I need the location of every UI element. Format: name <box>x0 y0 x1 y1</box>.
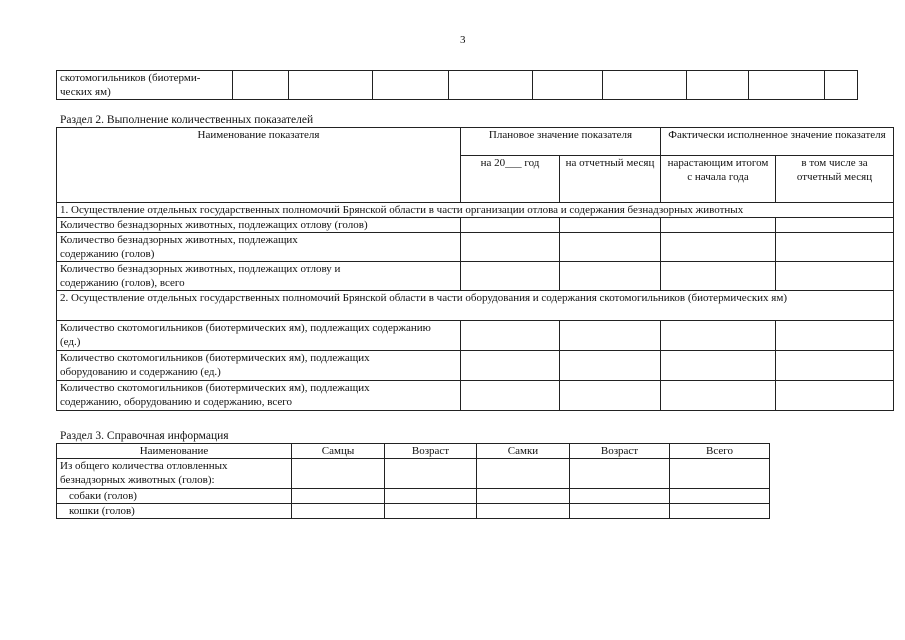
section2-title: Раздел 2. Выполнение количественных показателей <box>60 114 314 126</box>
page-number: 3 <box>460 34 466 46</box>
table-row <box>57 459 770 489</box>
row-label: Количество скотомогильников (биотермических ям), подлежащих содержанию (ед.) <box>57 321 461 351</box>
row-label: Количество безнадзорных животных, подлежащих содержанию (голов) <box>57 233 461 262</box>
table-row <box>57 489 770 504</box>
row-label: Из общего количества отловленных безнадзорных животных (голов): <box>57 459 292 489</box>
row-label: кошки (голов) <box>57 504 292 519</box>
header-fact-month: в том числе за отчетный месяц <box>776 156 894 203</box>
header-fact: Фактически исполненное значение показателя <box>661 128 894 156</box>
section3-title: Раздел 3. Справочная информация <box>60 430 229 442</box>
table-row <box>57 262 894 291</box>
header-plan: Плановое значение показателя <box>461 128 661 156</box>
header-age-males: Возраст <box>385 444 477 459</box>
carryover-table <box>56 70 858 100</box>
header-total: Всего <box>670 444 770 459</box>
header-females: Самки <box>477 444 570 459</box>
group1-title: 1. Осуществление отдельных государственных полномочий Брянской области в части организации отлова и содержания безнадзорных животных <box>57 203 894 218</box>
row-label: Количество скотомогильников (биотермических ям), подлежащих содержанию, оборудованию и содержанию, всего <box>57 381 461 411</box>
table-row <box>57 321 894 351</box>
table-row <box>57 233 894 262</box>
carryover-label: скотомогильников (биотерми- ческих ям) <box>57 71 233 100</box>
table-row <box>57 504 770 519</box>
row-label: Количество безнадзорных животных, подлежащих отлову (голов) <box>57 218 461 233</box>
header-males: Самцы <box>292 444 385 459</box>
group2-title: 2. Осуществление отдельных государственных полномочий Брянской области в части оборудования и содержания скотомогильников (биотермических ям) <box>57 291 894 321</box>
table-row <box>57 351 894 381</box>
header-plan-month: на отчетный месяц <box>560 156 661 203</box>
header-name: Наименование <box>57 444 292 459</box>
section2-table <box>56 127 894 411</box>
section3-table <box>56 443 770 519</box>
header-age-females: Возраст <box>570 444 670 459</box>
row-label: Количество скотомогильников (биотермических ям), подлежащих оборудованию и содержанию (ед.) <box>57 351 461 381</box>
header-indicator-name: Наименование показателя <box>57 128 461 203</box>
row-label: собаки (голов) <box>57 489 292 504</box>
carryover-row <box>57 71 858 100</box>
row-label: Количество безнадзорных животных, подлежащих отлову и содержанию (голов), всего <box>57 262 461 291</box>
header-plan-year: на 20___ год <box>461 156 560 203</box>
table-row <box>57 381 894 411</box>
table-row <box>57 218 894 233</box>
header-fact-cumulative: нарастающим итогом с начала года <box>661 156 776 203</box>
